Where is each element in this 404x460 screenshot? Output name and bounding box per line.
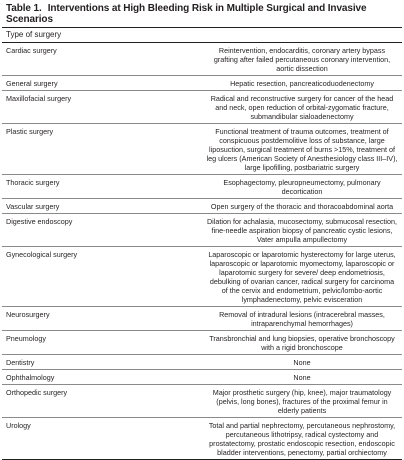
interventions-cell: Removal of intradural lesions (intracerebral masses, intraparenchymal hemorrhages) xyxy=(202,307,402,331)
table-row xyxy=(2,43,402,76)
surgery-type-cell: Vascular surgery xyxy=(2,199,202,214)
header-row xyxy=(2,28,402,43)
interventions-cell: Radical and reconstructive surgery for cancer of the head and neck, open reduction of orbital-zygomatic fracture, submandibular sialoadenectomy xyxy=(202,91,402,124)
table-row xyxy=(2,385,402,418)
table-row xyxy=(2,331,402,355)
interventions-cell: Transbronchial and lung biopsies, operative bronchoscopy with a rigid bronchoscope xyxy=(202,331,402,355)
interventions-cell: Laparoscopic or laparotomic hysterectomy for large uterus, laparoscopic or laparotomic myomectomy, laparoscopic or laparotomic surgery for severe/ deep endometriosis, debulking of ovarian cancer, radical surgery for carcinoma of the cervix and endometrium, pelvic/lombo-aortic lymphadenectomy, pelvic evisceration xyxy=(202,247,402,307)
interventions-cell: None xyxy=(202,355,402,370)
interventions-cell: Reintervention, endocarditis, coronary artery bypass grafting after failed percutaneous coronary intervention, aortic dissection xyxy=(202,43,402,76)
surgery-type-cell: Dentistry xyxy=(2,355,202,370)
surgery-type-cell: Digestive endoscopy xyxy=(2,214,202,247)
table-row xyxy=(2,307,402,331)
interventions-cell: Dilation for achalasia, mucosectomy, submucosal resection, fine-needle aspiration biopsy of pancreatic cystic lesions, Vater ampulla ampullectomy xyxy=(202,214,402,247)
table-label: Table 1. xyxy=(6,3,42,14)
surgery-type-cell: Maxillofacial surgery xyxy=(2,91,202,124)
table-row xyxy=(2,124,402,175)
column-header-type: Type of surgery xyxy=(2,28,402,43)
interventions-cell: Hepatic resection, pancreaticoduodenectomy xyxy=(202,76,402,91)
surgery-type-cell: General surgery xyxy=(2,76,202,91)
interventions-cell: Functional treatment of trauma outcomes, treatment of conspicuous postdemolitive loss of substance, large liposuction, surgical treatment of burns >15%, treatment of leg ulcers (American Society of Anesthesiology class III–IV), large lipofilling, postbariatric surgery xyxy=(202,124,402,175)
surgery-type-cell: Ophthalmology xyxy=(2,370,202,385)
table-row xyxy=(2,418,402,460)
surgery-type-cell: Gynecological surgery xyxy=(2,247,202,307)
interventions-cell: Total and partial nephrectomy, percutaneous nephrostomy, percutaneous lithotripsy, radical cystectomy and prostatectomy, prostatic endoscopic resection, endoscopic bladder interventions, penectomy, partial orchiectomy xyxy=(202,418,402,460)
interventions-cell: Major prosthetic surgery (hip, knee), major traumatology (pelvis, long bones), fractures of the proximal femur in elderly patients xyxy=(202,385,402,418)
interventions-cell: None xyxy=(202,370,402,385)
table-row xyxy=(2,355,402,370)
table-body xyxy=(2,43,402,460)
table-row xyxy=(2,76,402,91)
surgery-type-cell: Neurosurgery xyxy=(2,307,202,331)
interventions-table xyxy=(2,28,402,460)
surgery-type-cell: Plastic surgery xyxy=(2,124,202,175)
surgery-type-cell: Urology xyxy=(2,418,202,460)
interventions-cell: Esophagectomy, pleuropneumectomy, pulmonary decortication xyxy=(202,175,402,199)
table-title: Interventions at High Bleeding Risk in Multiple Surgical and Invasive Scenarios xyxy=(6,3,367,25)
surgery-type-cell: Pneumology xyxy=(2,331,202,355)
surgery-type-cell: Orthopedic surgery xyxy=(2,385,202,418)
table-row xyxy=(2,214,402,247)
surgery-type-cell: Thoracic surgery xyxy=(2,175,202,199)
table-row xyxy=(2,175,402,199)
table-caption xyxy=(2,2,402,27)
surgery-type-cell: Cardiac surgery xyxy=(2,43,202,76)
table-row xyxy=(2,91,402,124)
table-row xyxy=(2,199,402,214)
table-row xyxy=(2,370,402,385)
table-row xyxy=(2,247,402,307)
interventions-cell: Open surgery of the thoracic and thoracoabdominal aorta xyxy=(202,199,402,214)
